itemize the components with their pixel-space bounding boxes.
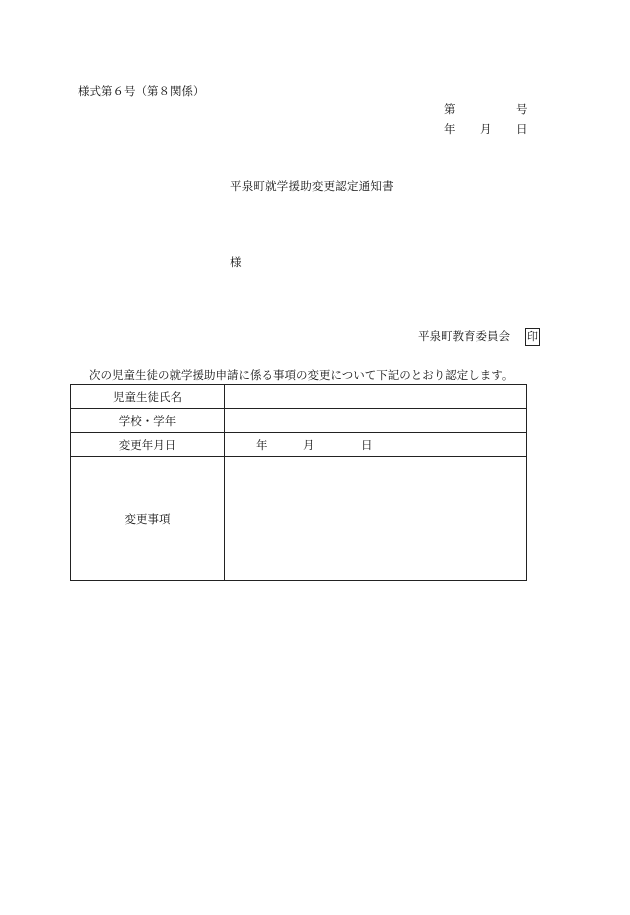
school-grade-field[interactable] <box>225 409 527 433</box>
date-day: 日 <box>516 122 528 136</box>
date-year: 年 <box>444 122 456 136</box>
change-date-year: 年 <box>256 437 268 452</box>
student-name-field[interactable] <box>225 385 527 409</box>
change-date-month: 月 <box>303 437 315 452</box>
number-suffix: 号 <box>516 102 528 116</box>
change-date-day: 日 <box>361 437 373 452</box>
student-name-label: 児童生徒氏名 <box>71 385 225 409</box>
school-grade-label: 学校・学年 <box>71 409 225 433</box>
table-row <box>71 457 527 581</box>
intro-text: 次の児童生徒の就学援助申請に係る事項の変更について下記のとおり認定します。 <box>89 368 514 382</box>
table-row <box>71 409 527 433</box>
issuer-name: 平泉町教育委員会 <box>418 329 510 343</box>
change-details-field[interactable] <box>225 457 527 581</box>
date-month: 月 <box>480 122 492 136</box>
change-details-label: 変更事項 <box>71 457 225 581</box>
form-number-label: 様式第６号（第８関係） <box>78 84 205 98</box>
number-prefix: 第 <box>444 102 456 116</box>
change-date-label: 変更年月日 <box>71 433 225 457</box>
addressee-honorific: 様 <box>230 255 242 269</box>
table-row <box>71 433 527 457</box>
document-title: 平泉町就学援助変更認定通知書 <box>230 179 394 193</box>
table-row <box>71 385 527 409</box>
form-table <box>70 384 527 581</box>
change-date-field[interactable] <box>225 433 527 457</box>
seal-mark: 印 <box>525 328 540 346</box>
